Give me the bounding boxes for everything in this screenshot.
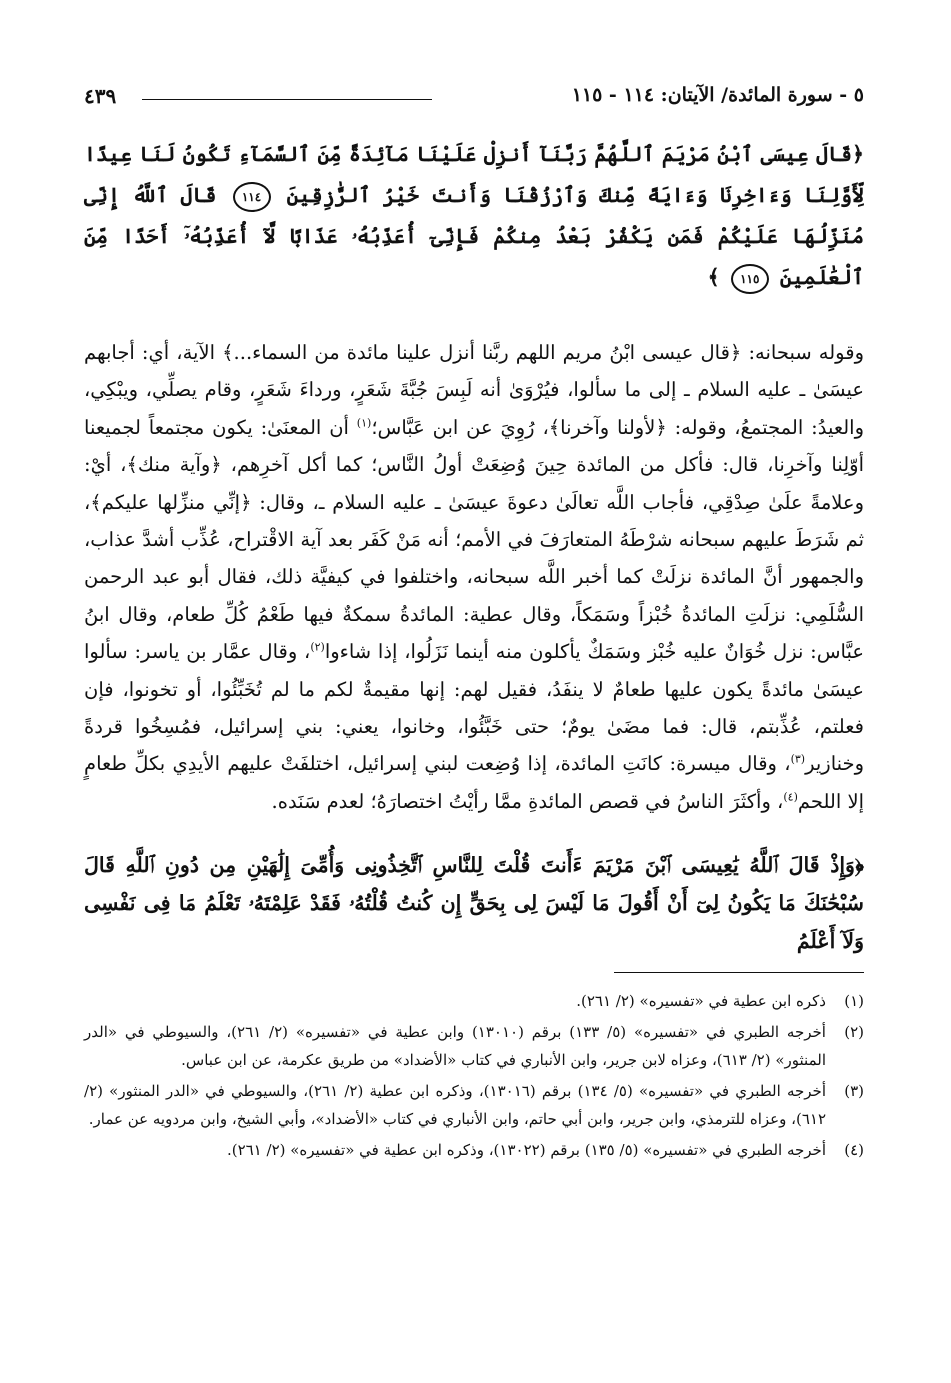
quran-verse-116: ﴿وَإِذْ قَالَ ٱللَّهُ يَٰعِيسَى ٱبْنَ مَرْيَمَ ءَأَنتَ قُلْتَ لِلنَّاسِ ٱتَّخِذُونِى وَأُمِّىَ إِلَٰهَيْنِ مِن دُونِ ٱللَّهِ قَالَ سُبْحَٰنَكَ مَا يَكُونُ لِىٓ أَنْ أَقُولَ مَا لَيْسَ لِى بِحَقٍّ إِن كُنتُ قُلْتُهُۥ فَقَدْ عَلِمْتَهُۥ تَعْلَمُ مَا فِى نَفْسِى وَلَآ أَعْلَمُ: [84, 853, 864, 954]
footnote: [84, 1018, 864, 1074]
footnotes: [84, 987, 864, 1164]
commentary-text: أن المعنَىٰ: يكون مجتمعاً لجميعنا أوّلِنا وآخرِنا، قال: فأكل من المائدة حِينَ وُضِعَتْ أولُ النَّاس؛ كما أكل آخرِهم، ﴿وآية منك﴾، أيْ: وعلامةً علَىٰ صِدْقِي، فأجاب اللَّه تعالَىٰ دعوةَ عيسَىٰ ـ عليه السلام ـ، وقال: ﴿إنِّي منزِّلها عليكم﴾، ثم شَرَطَ عليهم سبحانه شرْطَهُ المتعارَفَ في الأمم؛ أنه مَنْ كَفَر بعد آية الاقْتراح، عُذِّب أشدَّ عذاب، والجمهور أنَّ المائدة نزلَتْ كما أخبر اللَّه سبحانه، واختلفوا في كيفيَّة ذلك، فقال أبو عبد الرحمن السُّلَمِي: نزلَتِ المائدةُ خُبْزاً وسَمَكاً، وقال عطية: المائدةُ سمكةٌ فيها طَعْمُ كُلِّ طعام، وقال ابنُ عبَّاس: نزل خُوَانٌ عليه خُبْز وسَمَكٌ يأكلون منه أينما نَزَلُوا، إذا شاءوا: [84, 415, 864, 664]
commentary-text: وقوله سبحانه: ﴿قال عيسى ابْنُ مريم اللهم ربَّنا أنزل علينا مائدة من السماء...﴾ الآية، أي: أجابهم عيسَىٰ ـ عليه السلام ـ إلى ما سألوا، فيُرْوَىٰ أنه لَبِسَ جُبَّةَ شَعَرٍ، ورداءَ شَعَرٍ، وقام يصلِّي، ويبْكِي، والعيدُ: المجتمعُ، وقوله: ﴿لأولنا وآخرنا﴾، رُوِيَ عن ابن عَبَّاس؛: [84, 341, 865, 439]
footnote-ref-3[interactable]: (٣): [790, 752, 806, 766]
commentary-paragraph: [84, 334, 864, 820]
footnote-number: (٤): [844, 1141, 864, 1160]
footnote-number: (٣): [844, 1082, 864, 1101]
footnote: [84, 1136, 864, 1164]
footnote-ref-2[interactable]: (٢): [310, 640, 325, 654]
footnote-ref-1[interactable]: (١): [356, 416, 372, 430]
verse-114-text: ﴿قَالَ عِيسَى ٱبْنُ مَرْيَمَ ٱللَّهُمَّ رَبَّنَآ أَنزِلْ عَلَيْنَا مَآئِدَةً مِّنَ ٱلسَّمَآءِ تَكُونُ لَنَا عِيدًا لِّأَوَّلِنَا وَءَاخِرِنَا وَءَايَةً مِّنكَ وَٱرْزُقْنَا وَأَنتَ خَيْرُ ٱلرَّٰزِقِينَ: [84, 142, 865, 207]
quran-verses-114-115: [84, 134, 864, 298]
commentary-body: [84, 334, 864, 820]
footnote-number: (١): [844, 992, 864, 1011]
footnote-separator: [614, 972, 864, 973]
footnote-text: أخرجه الطبري في «تفسيره» (٥/ ١٣٥) برقم (١٣٠٢٢)، وذكره ابن عطية في «تفسيره» (٢/ ٢٦١).: [226, 1141, 826, 1160]
commentary-text: ، وقال ميسرة: كانَتِ المائدة، إذا وُضِعت لبني إسرائيل، اختلفَتْ عليهم الأيدِي بكلِّ طعامٍ إلا اللحم: [84, 752, 864, 813]
chapter-title: ٥ - سورة المائدة/ الآيتان: ١١٤ - ١١٥: [571, 84, 864, 106]
footnote-text: أخرجه الطبري في «تفسيره» (٥/ ١٣٣) برقم (١٣٠١٠) وابن عطية في «تفسيره» (٢/ ٢٦١)، والسيوطي في «الدر المنثور» (٢/ ٦١٣)، وعزاه لابن جرير، وابن الأنباري في كتاب «الأضداد» من طريق عكرمة، عن ابن عباس.: [84, 1023, 826, 1070]
footnote: [84, 1077, 864, 1133]
verse-115-text: قَالَ ٱللَّهُ إِنِّى مُنَزِّلُهَا عَلَيْكُمْ فَمَن يَكْفُرْ بَعْدُ مِنكُمْ فَإِنِّىٓ أُعَذِّبُهُۥ عَذَابًا لَّآ أُعَذِّبُهُۥٓ أَحَدًا مِّنَ ٱلْعَٰلَمِينَ: [84, 183, 864, 289]
verse-end-bracket: ﴾: [707, 265, 720, 289]
running-header: [84, 84, 864, 114]
book-page: [84, 84, 864, 1167]
page-number: ٤٣٩: [84, 84, 117, 108]
footnote-ref-4[interactable]: (٤): [783, 790, 798, 804]
verse-number-marker: ١١٤: [233, 182, 271, 212]
header-rule: [142, 99, 432, 100]
commentary-text: ، وقال عمَّار بن ياسر: سألوا عيسَىٰ مائدةً يكون عليها طعامٌ لا ينفَدُ، فقيل لهم: إنها مقيمةٌ لكم ما لم تُخَبِّئُوا، أو تخونوا، فإن فعلتم، عُذِّبتم، قال: فما مضَىٰ يومٌ؛ حتى خَبَّئُوا، وخانوا، يعني: بني إسرائيل، فمُسِخُوا قردةً وخنازير: [84, 640, 864, 776]
verse-number-marker: ١١٥: [731, 264, 769, 294]
footnote-text: أخرجه الطبري في «تفسيره» (٥/ ١٣٤) برقم (١٣٠١٦)، وذكره ابن عطية (٢/ ٢٦١)، والسيوطي في «الدر المنثور» (٢/ ٦١٢)، وعزاه للترمذي، وابن جرير، وابن أبي حاتم، وابن الأنباري في كتاب «الأضداد»، وأبي الشيخ، وابن مردويه عن عمار.: [84, 1082, 826, 1129]
footnote-text: ذكره ابن عطية في «تفسيره» (٢/ ٢٦١).: [576, 992, 826, 1011]
footnote: [84, 987, 864, 1015]
footnote-number: (٢): [844, 1023, 864, 1042]
commentary-text: ، وأكثَرَ الناسُ في قصص المائدةِ ممَّا رأيْتُ اختصارَهُ؛ لعدم سَنَده.: [271, 789, 784, 813]
